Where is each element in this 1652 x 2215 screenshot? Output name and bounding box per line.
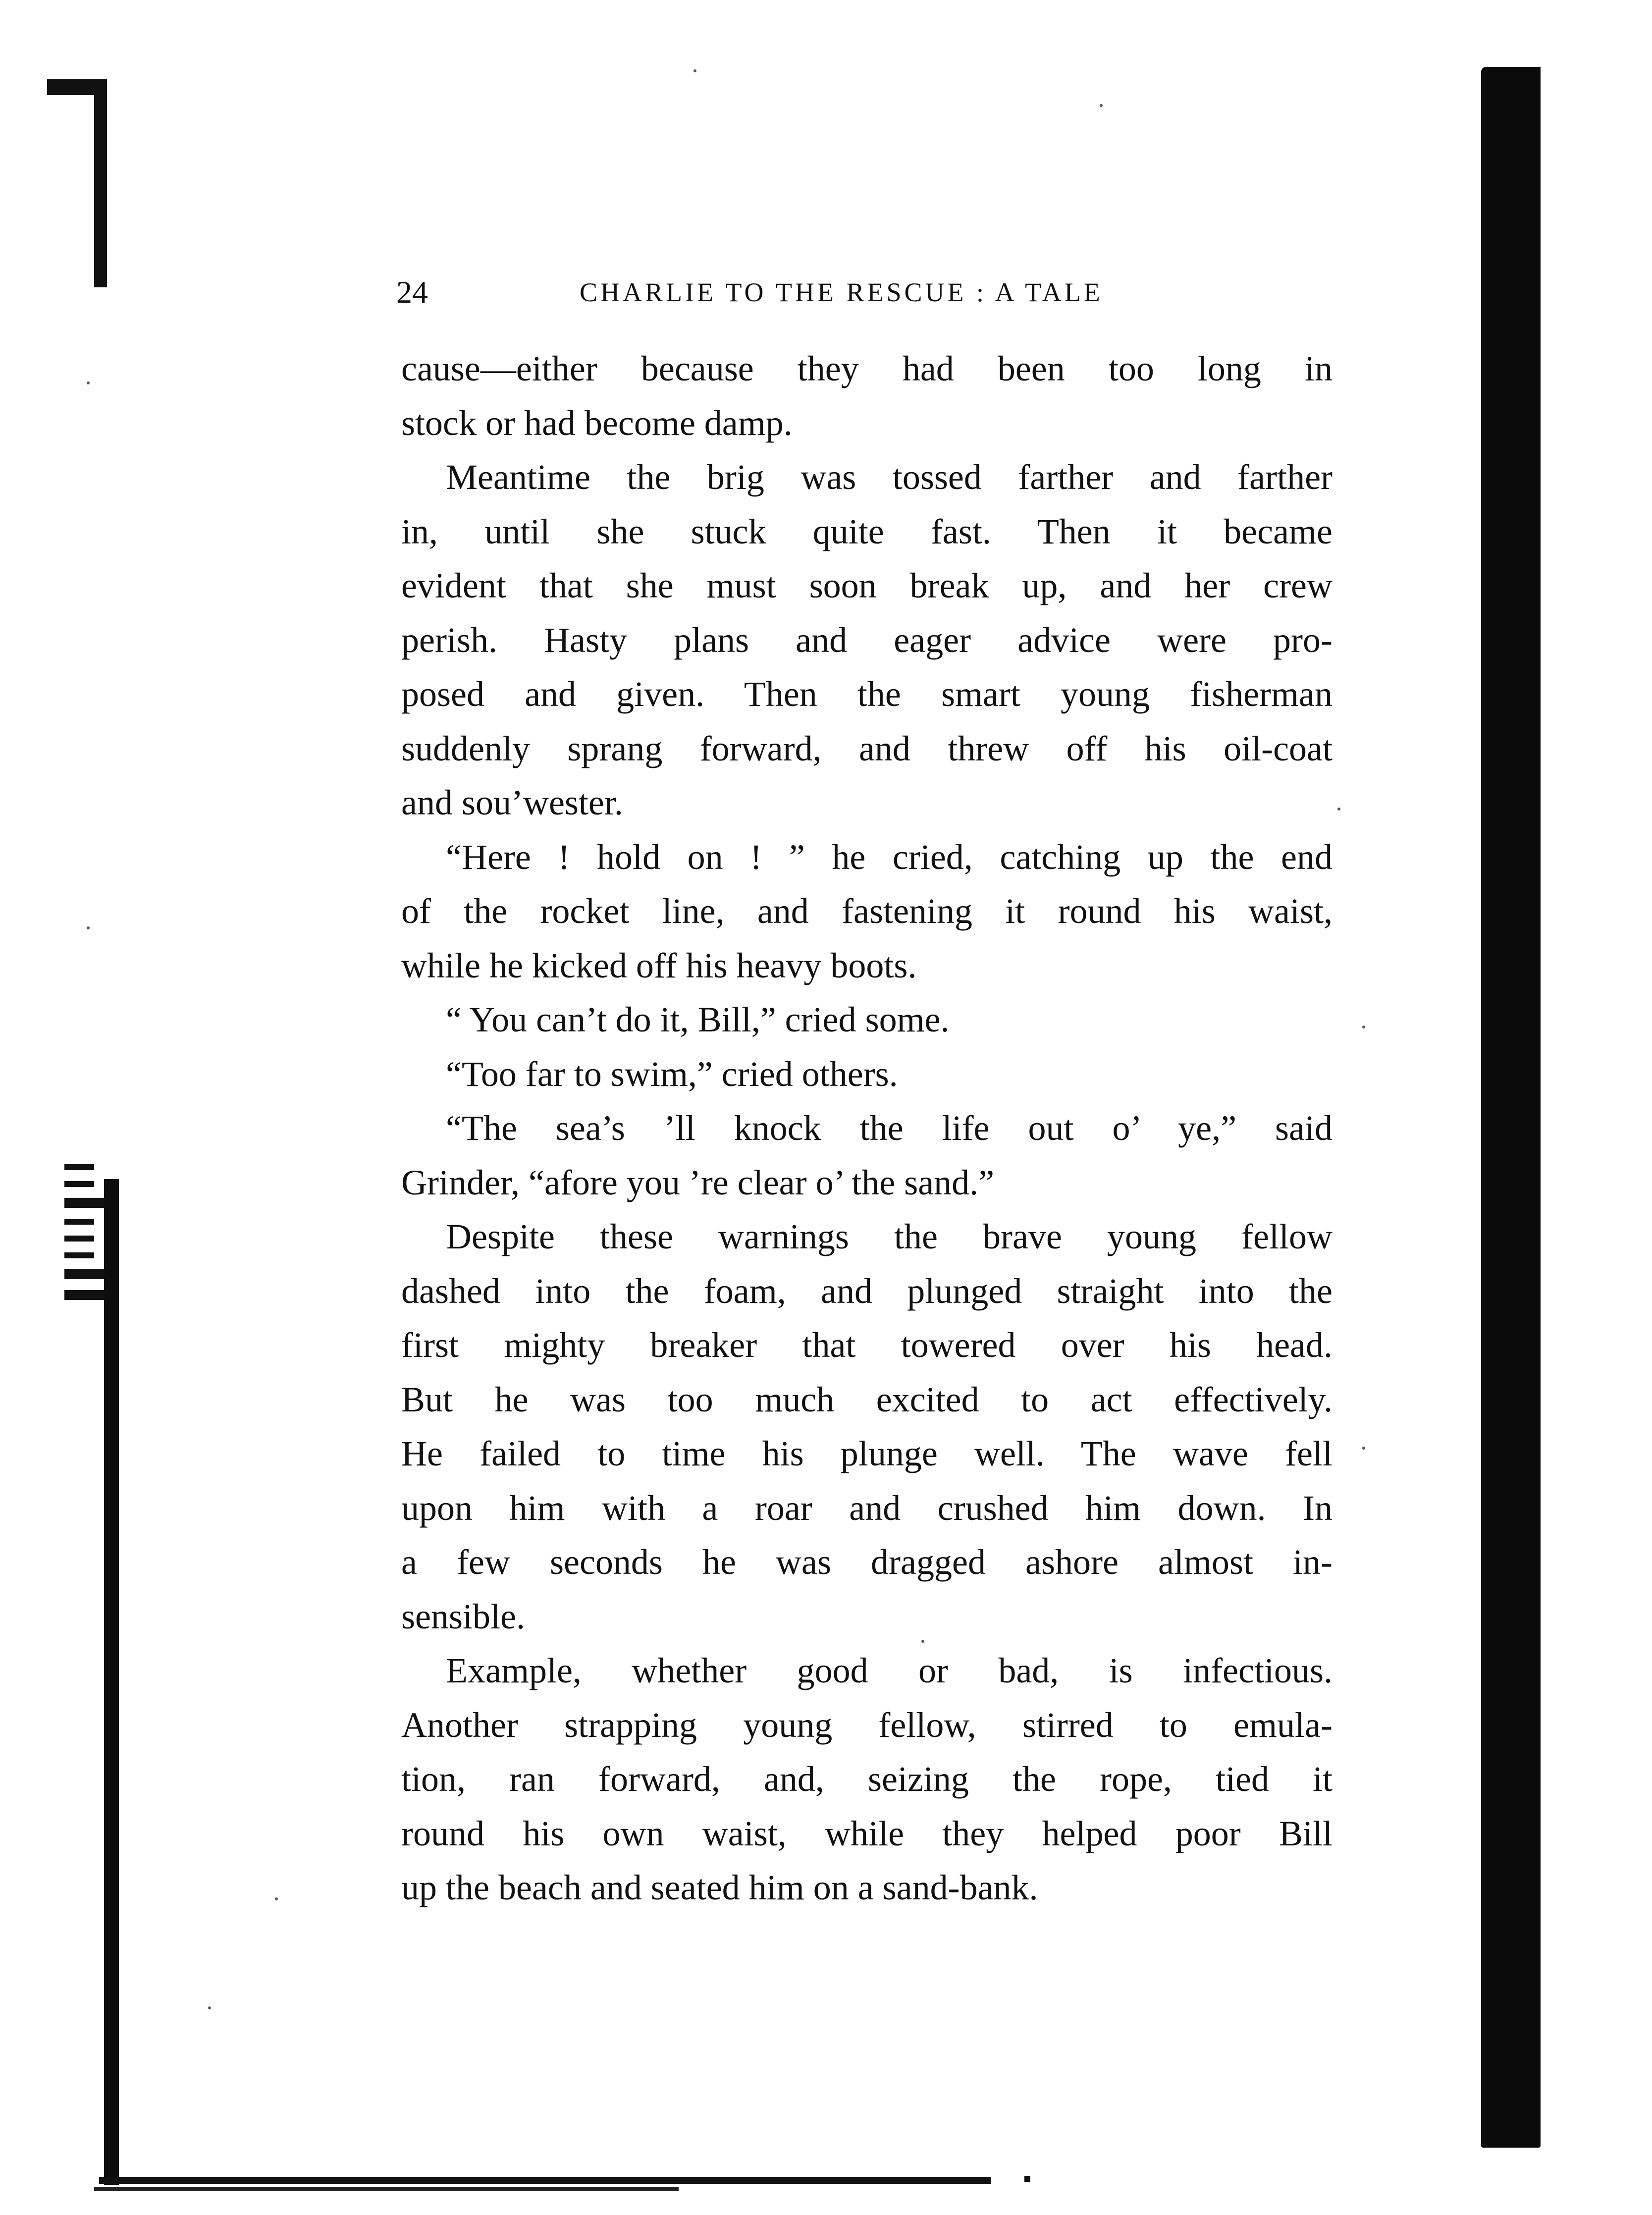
binding-edge-mark-top [47, 79, 102, 95]
text-line: upon him with a roar and crushed him down. In [401, 1488, 1332, 1528]
text-line: “Here ! hold on ! ” he cried, catching up the end [446, 837, 1332, 877]
scan-speck [1362, 1447, 1365, 1450]
binding-edge-stem [94, 79, 107, 287]
text-line: first mighty breaker that towered over his head. [401, 1325, 1332, 1365]
text-line: Example, whether good or bad, is infectious. [446, 1651, 1332, 1690]
text-line: Grinder, “afore you ’re clear o’ the sand.” [401, 1162, 995, 1202]
scan-speck [693, 69, 696, 72]
text-line: and sou’wester. [401, 783, 623, 822]
paragraph [401, 830, 1332, 993]
paragraph [401, 450, 1332, 830]
text-line: perish. Hasty plans and eager advice were pro- [401, 620, 1332, 660]
text-line: tion, ran forward, and, seizing the rope, tied it [401, 1759, 1332, 1799]
text-line: round his own waist, while they helped poor Bill [401, 1813, 1332, 1853]
binding-edge-left [104, 1179, 119, 2185]
paragraph [401, 1644, 1332, 1915]
paragraph [401, 993, 1332, 1047]
page-bottom-edge-shadow [94, 2187, 679, 2191]
scan-speck [87, 381, 90, 384]
text-line: “The sea’s ’ll knock the life out o’ ye,” said [446, 1108, 1332, 1148]
body-text [401, 342, 1332, 1915]
text-line: evident that she must soon break up, and her crew [401, 566, 1332, 605]
paragraph [401, 342, 1332, 450]
scan-speck [1362, 1026, 1365, 1028]
text-line: while he kicked off his heavy boots. [401, 945, 917, 985]
paragraph [401, 1210, 1332, 1644]
text-line: sensible. [401, 1596, 525, 1636]
scan-speck [1024, 2176, 1030, 2182]
text-line: He failed to time his plunge well. The wave fell [401, 1434, 1332, 1473]
text-line: But he was too much excited to act effectively. [401, 1379, 1332, 1419]
scan-speck [87, 926, 90, 929]
text-line: “ You can’t do it, Bill,” cried some. [446, 1000, 950, 1039]
paragraph [401, 1101, 1332, 1210]
text-line: “Too far to swim,” cried others. [446, 1054, 898, 1094]
binding-tick-marks [64, 1164, 109, 1372]
text-line: dashed into the foam, and plunged straight into the [401, 1271, 1332, 1311]
text-line: Despite these warnings the brave young fellow [446, 1217, 1332, 1256]
text-line: a few seconds he was dragged ashore almost in- [401, 1542, 1332, 1582]
page-bottom-edge [99, 2177, 991, 2184]
text-line: up the beach and seated him on a sand-bank. [401, 1868, 1038, 1907]
text-line: of the rocket line, and fastening it round his waist, [401, 891, 1332, 931]
scan-speck [1100, 104, 1103, 107]
text-line: posed and given. Then the smart young fisherman [401, 674, 1332, 714]
text-line: suddenly sprang forward, and threw off his oil-coat [401, 728, 1332, 768]
binding-edge-right [1481, 67, 1541, 2148]
text-line: Meantime the brig was tossed farther and farther [446, 457, 1332, 497]
text-line: cause—either because they had been too long in [401, 349, 1332, 388]
text-line: Another strapping young fellow, stirred to emula- [401, 1705, 1332, 1745]
scan-speck [208, 2006, 211, 2009]
page-header [396, 272, 1337, 312]
text-line: in, until she stuck quite fast. Then it became [401, 511, 1332, 551]
scan-speck [1337, 808, 1340, 810]
running-head: CHARLIE TO THE RESCUE : A TALE [580, 277, 1103, 307]
page-number: 24 [396, 274, 428, 310]
paragraph [401, 1047, 1332, 1102]
text-line: stock or had become damp. [401, 403, 793, 443]
scan-speck [275, 1897, 278, 1900]
